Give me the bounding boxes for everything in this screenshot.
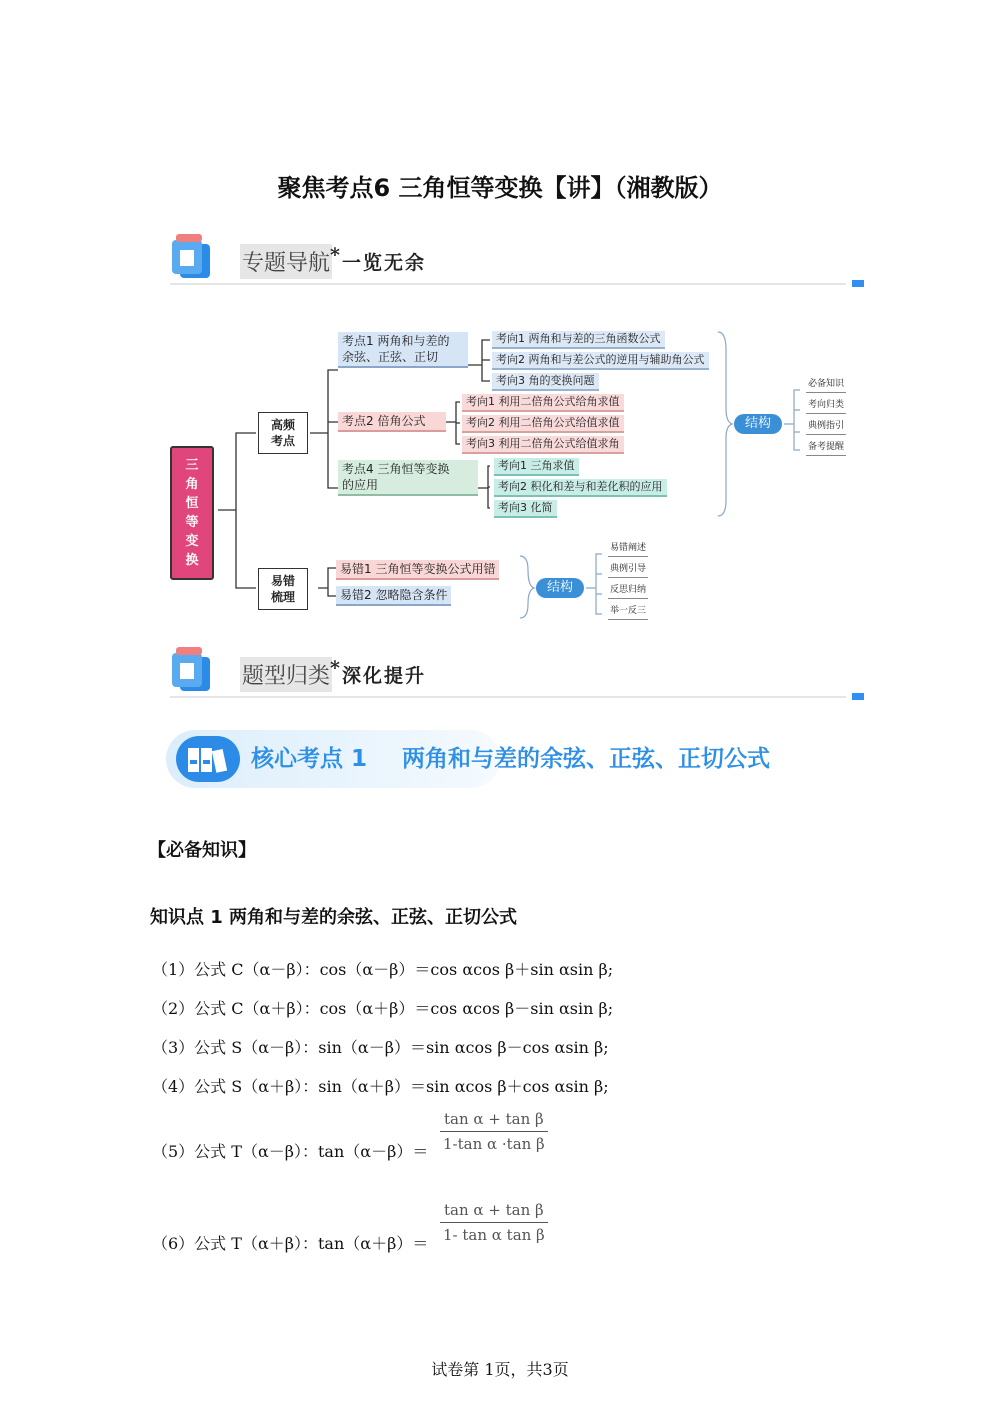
node-kp2-item: 考向1 利用二倍角公式给角求值: [462, 394, 624, 412]
node-kp1-item: 考向1 两角和与差的三角函数公式: [492, 331, 665, 349]
formula-fraction: [440, 1201, 548, 1244]
formula-fraction: [440, 1110, 548, 1153]
structure-node: 结构: [734, 414, 782, 434]
node-errors: [258, 568, 308, 610]
fraction-denominator: 1- tan α tan β: [442, 1226, 545, 1244]
core-title: 两角和与差的余弦、正弦、正切公式: [402, 746, 770, 772]
error-structure-item: 反思归纳: [608, 582, 648, 599]
divider-mark: [852, 280, 864, 287]
node-label: 易错: [270, 574, 295, 588]
root-char: 三: [185, 458, 199, 473]
divider: [170, 283, 846, 285]
section-subtitle: 深化提升: [342, 665, 427, 687]
root-char: 变: [185, 534, 199, 549]
book-icon: [166, 230, 222, 280]
formula-line: （3）公式 S（α－β）：sin（α－β）＝sin αcos β－cos αsin β;: [152, 1038, 609, 1057]
section-subtitle: 一览无余: [342, 252, 427, 274]
fraction-denominator: 1-tan α ·tan β: [442, 1135, 545, 1153]
node-error1: 易错1 三角恒等变换公式用错: [336, 560, 499, 580]
root-char: 换: [185, 553, 199, 568]
node-kp2: 考点2 倍角公式: [338, 412, 446, 432]
section-star: *: [330, 244, 342, 266]
formula-line: （5）公式 T（α－β）：tan（α－β）＝: [152, 1142, 429, 1161]
knowledge-heading: 知识点 1 两角和与差的余弦、正弦、正切公式: [150, 907, 518, 928]
section-banner-navigation: [166, 230, 866, 290]
structure-item: 备考提醒: [806, 439, 846, 456]
formula-line: （1）公式 C（α－β）：cos（α－β）＝cos αcos β＋sin αsin β;: [152, 960, 614, 979]
mind-map: [160, 320, 880, 630]
error-structure-node: 结构: [536, 578, 584, 598]
fraction-numerator: tan α + tan β: [440, 1201, 548, 1223]
node-kp4: [338, 460, 478, 496]
node-label: 高频: [270, 418, 295, 432]
structure-item: 典例指引: [806, 418, 846, 435]
node-kp2-item: 考向3 利用二倍角公式给值求角: [462, 436, 624, 454]
node-kp4-item: 考向3 化简: [494, 500, 557, 518]
node-kp1-item: 考向3 角的变换问题: [492, 373, 599, 391]
node-kp4-item: 考向1 三角求值: [494, 458, 579, 476]
core-label: 核心考点 1: [251, 746, 368, 772]
error-structure-item: 典例引导: [608, 561, 648, 578]
structure-item: 必备知识: [806, 376, 846, 393]
node-label: 的应用: [342, 478, 379, 492]
error-structure-item: 举一反三: [608, 603, 648, 620]
divider: [170, 696, 846, 698]
node-error2: 易错2 忽略隐含条件: [336, 586, 451, 606]
divider-mark: [852, 693, 864, 700]
mind-map-root: [170, 446, 214, 580]
node-label: 考点4 三角恒等变换: [342, 462, 450, 476]
node-high-frequency: [258, 412, 308, 454]
root-char: 角: [185, 477, 199, 492]
structure-item: 考向归类: [806, 397, 846, 414]
section-label: 题型归类: [240, 657, 332, 692]
section-star: *: [330, 657, 342, 679]
root-char: 恒: [185, 496, 199, 511]
error-structure-item: 易错阐述: [608, 540, 648, 557]
books-icon: [186, 744, 232, 774]
book-icon: [166, 643, 222, 693]
node-kp4-item: 考向2 积化和差与和差化积的应用: [494, 479, 667, 497]
node-kp1: [338, 332, 468, 368]
formula-line: （4）公式 S（α＋β）：sin（α＋β）＝sin αcos β＋cos αsin β;: [152, 1077, 609, 1096]
section-label: 专题导航: [240, 244, 332, 279]
node-kp1-item: 考向2 两角和与差公式的逆用与辅助角公式: [492, 352, 709, 370]
node-label: 考点1 两角和与差的: [342, 334, 450, 348]
node-label: 余弦、正弦、正切: [342, 350, 439, 364]
section-banner-classification: [166, 643, 866, 703]
page-footer: 试卷第 1页，共3页: [431, 1360, 569, 1379]
formula-line: （2）公式 C（α＋β）：cos（α＋β）＝cos αcos β－sin αsin β;: [152, 999, 614, 1018]
section-heading: 【必备知识】: [148, 840, 256, 861]
node-label: 考点: [270, 434, 295, 448]
document-title: 聚焦考点6 三角恒等变换【讲】（湘教版）: [277, 174, 723, 202]
node-kp2-item: 考向2 利用二倍角公式给值求值: [462, 415, 624, 433]
fraction-numerator: tan α + tan β: [440, 1110, 548, 1132]
root-char: 等: [185, 515, 199, 530]
formula-line: （6）公式 T（α＋β）：tan（α＋β）＝: [152, 1234, 429, 1253]
node-label: 梳理: [270, 590, 295, 604]
